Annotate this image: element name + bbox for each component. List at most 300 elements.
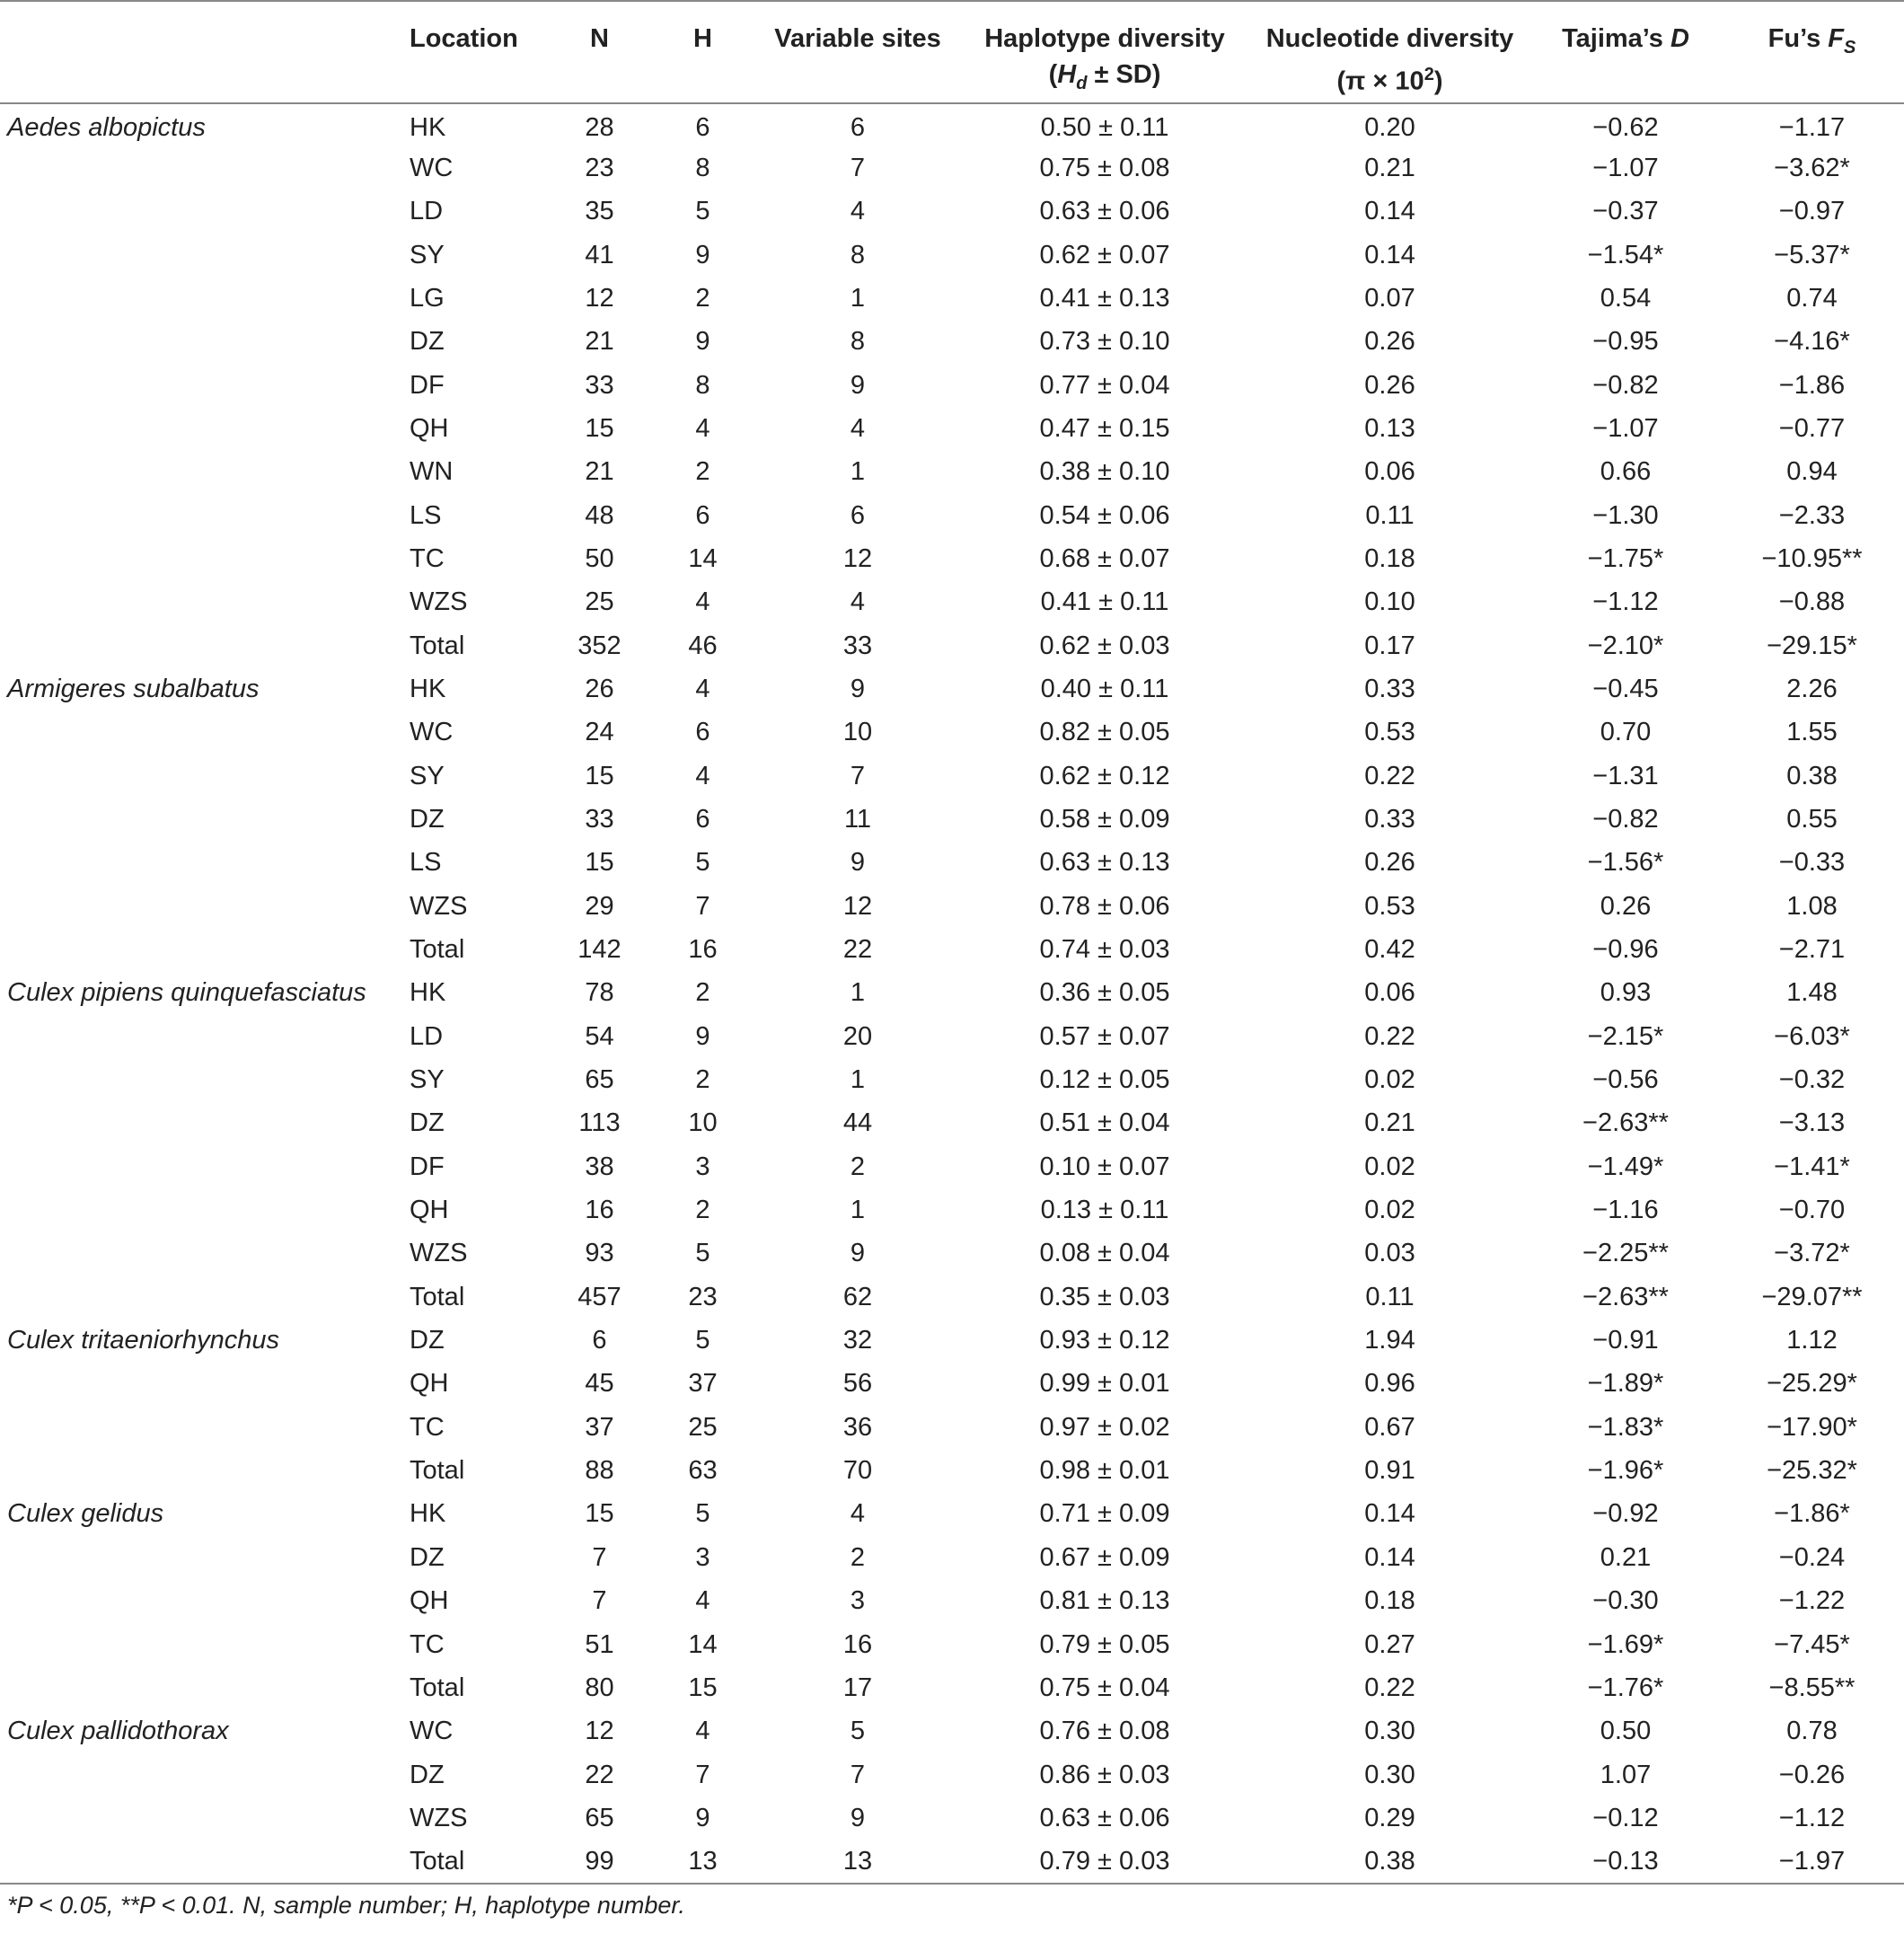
cell-species [0,277,395,320]
cell-location: DZ [410,1542,445,1572]
table-row [0,103,1904,146]
cell-n: 88 [585,1456,614,1486]
header-location: Location [395,1,548,103]
table-row [0,581,1904,624]
cell-tajimas-d: −1.49* [1587,1152,1664,1181]
cell-tajimas-d: −0.56 [1592,1065,1659,1095]
cell-n: 80 [585,1673,614,1702]
table-row [0,1449,1904,1492]
cell-species [0,321,395,364]
cell-variable-sites: 1 [850,1196,866,1225]
table-row [0,146,1904,190]
cell-variable-sites: 44 [842,1108,873,1138]
cell-variable-sites: 2 [850,1542,866,1572]
cell-species [0,624,395,667]
cell-variable-sites: 1 [850,978,866,1008]
cell-h: 4 [695,1717,710,1746]
cell-variable-sites: 4 [850,413,866,443]
cell-n: 142 [577,935,621,964]
header-hd-line1: Haplotype diversity [984,24,1225,53]
cell-nucleotide-diversity: 0.07 [1364,283,1415,313]
cell-haplotype-diversity: 0.08 ± 0.04 [1039,1239,1170,1268]
cell-nucleotide-diversity: 0.18 [1364,543,1415,573]
cell-species [0,1058,395,1101]
cell-tajimas-d: −1.16 [1592,1196,1659,1225]
cell-location: LS [410,500,442,530]
cell-species [0,1579,395,1622]
cell-tajimas-d: −2.63** [1582,1108,1669,1138]
cell-tajimas-d: 0.21 [1600,1542,1652,1572]
cell-fus-fs: −4.16* [1774,327,1850,357]
table-row [0,1406,1904,1449]
cell-n: 15 [585,761,614,790]
cell-tajimas-d: −0.92 [1592,1499,1659,1529]
cell-species [0,1276,395,1319]
cell-n: 25 [585,587,614,617]
cell-nucleotide-diversity: 0.91 [1364,1456,1415,1486]
cell-tajimas-d: −1.07 [1592,153,1659,182]
cell-haplotype-diversity: 0.98 ± 0.01 [1039,1456,1170,1486]
cell-haplotype-diversity: 0.10 ± 0.07 [1039,1152,1170,1181]
cell-n: 113 [578,1108,621,1138]
cell-species [0,842,395,885]
cell-h: 13 [651,1840,754,1884]
cell-n: 65 [585,1065,614,1095]
cell-h: 46 [688,631,718,660]
cell-n: 22 [585,1760,614,1789]
cell-fus-fs: −1.97 [1720,1840,1904,1884]
cell-tajimas-d: 0.54 [1600,283,1652,313]
cell-n: 352 [577,631,621,660]
table-row [0,755,1904,798]
cell-variable-sites: 3 [850,1586,866,1616]
table-row [0,1015,1904,1058]
cell-location: HK [410,112,446,142]
table-row [0,1145,1904,1188]
cell-species [0,1536,395,1579]
cell-n: 26 [585,674,614,703]
cell-species [0,1102,395,1145]
cell-fus-fs: −29.07** [1761,1282,1863,1311]
cell-species: Aedes albopictus [7,112,206,142]
header-fu-sub: S [1843,37,1856,57]
cell-nucleotide-diversity: 0.22 [1364,1673,1415,1702]
cell-h: 6 [695,718,710,747]
cell-nucleotide-diversity: 0.11 [1365,500,1415,530]
cell-tajimas-d: −0.45 [1592,674,1659,703]
cell-n: 28 [585,112,614,142]
cell-species: Armigeres subalbatus [7,674,260,703]
cell-h: 63 [688,1456,718,1486]
cell-haplotype-diversity: 0.73 ± 0.10 [1039,327,1170,357]
cell-nucleotide-diversity: 0.29 [1364,1803,1415,1832]
table-row [0,234,1904,277]
cell-fus-fs: −29.15* [1767,631,1857,660]
cell-location: DF [410,370,445,400]
cell-variable-sites: 20 [842,1021,873,1051]
cell-variable-sites: 4 [850,587,866,617]
header-hd-sub: d [1076,73,1088,93]
cell-species [0,581,395,624]
table-row [0,1579,1904,1622]
cell-fus-fs: −3.13 [1778,1108,1846,1138]
cell-h: 15 [688,1673,718,1702]
cell-n: 41 [585,240,614,269]
cell-tajimas-d: −0.37 [1592,197,1659,226]
cell-fus-fs: −0.26 [1778,1760,1846,1789]
cell-location: WC [410,153,454,182]
cell-nucleotide-diversity: 0.38 [1248,1840,1531,1884]
cell-n: 35 [585,197,614,226]
cell-variable-sites: 56 [842,1369,873,1399]
cell-variable-sites: 32 [842,1326,873,1355]
table-row [0,972,1904,1015]
cell-variable-sites: 11 [843,804,872,834]
cell-nucleotide-diversity: 0.53 [1364,891,1415,921]
cell-nucleotide-diversity: 0.17 [1364,631,1415,660]
cell-fus-fs: 2.26 [1786,674,1838,703]
cell-variable-sites: 17 [842,1673,873,1702]
cell-variable-sites: 4 [850,197,866,226]
table-row [0,277,1904,320]
cell-haplotype-diversity: 0.62 ± 0.07 [1039,240,1170,269]
cell-tajimas-d: −0.12 [1592,1803,1659,1832]
cell-fus-fs: 0.94 [1786,457,1838,487]
cell-n: 16 [585,1196,614,1225]
cell-nucleotide-diversity: 0.26 [1364,327,1415,357]
cell-h: 3 [695,1542,710,1572]
cell-haplotype-diversity: 0.62 ± 0.03 [1039,631,1170,660]
cell-n: 6 [592,1326,607,1355]
cell-h: 4 [695,674,710,703]
cell-species [0,1449,395,1492]
cell-n: 21 [585,327,614,357]
cell-variable-sites: 36 [842,1412,873,1442]
cell-tajimas-d: −1.56* [1587,848,1664,878]
cell-species [0,407,395,450]
table-row [0,1666,1904,1709]
table-row [0,798,1904,841]
cell-location: QH [410,1586,449,1616]
table-row [0,928,1904,971]
cell-h: 6 [695,804,710,834]
cell-haplotype-diversity: 0.77 ± 0.04 [1039,370,1170,400]
cell-fus-fs: −10.95** [1761,543,1863,573]
cell-n: 33 [585,804,614,834]
cell-nucleotide-diversity: 0.02 [1364,1065,1415,1095]
cell-h: 14 [688,543,718,573]
cell-haplotype-diversity: 0.63 ± 0.06 [1039,1803,1170,1832]
table-row [0,537,1904,580]
cell-variable-sites: 9 [850,370,866,400]
cell-n: 24 [585,718,614,747]
cell-location: TC [410,543,445,573]
cell-fus-fs: −6.03* [1774,1021,1850,1051]
header-n: N [548,1,651,103]
cell-haplotype-diversity: 0.67 ± 0.09 [1039,1542,1170,1572]
cell-location: WZS [410,1803,468,1832]
cell-location: Total [410,1282,465,1311]
cell-tajimas-d: −1.31 [1592,761,1659,790]
cell-nucleotide-diversity: 0.21 [1364,1108,1415,1138]
table-row [0,451,1904,494]
cell-fus-fs: 0.78 [1786,1717,1838,1746]
cell-species: Culex gelidus [7,1499,164,1529]
cell-fus-fs: −3.62* [1774,153,1850,182]
cell-fus-fs: −0.97 [1778,197,1846,226]
cell-haplotype-diversity: 0.97 ± 0.02 [1039,1412,1170,1442]
cell-species [0,885,395,928]
cell-n: 78 [585,978,614,1008]
cell-species [0,1666,395,1709]
cell-nucleotide-diversity: 0.02 [1364,1196,1415,1225]
cell-species [0,798,395,841]
table-row [0,1796,1904,1840]
cell-tajimas-d: −0.30 [1592,1586,1659,1616]
cell-fus-fs: −0.33 [1778,848,1846,878]
cell-location: QH [410,413,449,443]
cell-h: 5 [695,1239,710,1268]
cell-n: 457 [577,1282,621,1311]
cell-haplotype-diversity: 0.50 ± 0.11 [1040,112,1169,142]
cell-haplotype-diversity: 0.12 ± 0.05 [1039,1065,1170,1095]
cell-variable-sites: 62 [842,1282,873,1311]
cell-species [0,494,395,537]
cell-fus-fs: −1.12 [1778,1803,1846,1832]
cell-variable-sites: 33 [842,631,873,660]
cell-location: LS [410,848,442,878]
cell-tajimas-d: −0.96 [1592,935,1659,964]
cell-haplotype-diversity: 0.79 ± 0.05 [1039,1629,1170,1659]
cell-fus-fs: −0.88 [1778,587,1846,617]
cell-h: 6 [695,112,710,142]
cell-tajimas-d: −2.15* [1587,1021,1664,1051]
table-row [0,1840,1904,1884]
table-row [0,407,1904,450]
header-hd-rest: ± SD) [1087,60,1161,89]
cell-variable-sites: 1 [850,457,866,487]
cell-location: DZ [410,1760,445,1789]
cell-fus-fs: −3.72* [1774,1239,1850,1268]
cell-haplotype-diversity: 0.76 ± 0.08 [1039,1717,1170,1746]
cell-location: DF [410,1152,445,1181]
cell-nucleotide-diversity: 0.11 [1365,1282,1415,1311]
cell-haplotype-diversity: 0.58 ± 0.09 [1039,804,1170,834]
cell-haplotype-diversity: 0.41 ± 0.13 [1039,283,1170,313]
cell-tajimas-d: 0.50 [1600,1717,1652,1746]
cell-haplotype-diversity: 0.41 ± 0.11 [1040,587,1169,617]
cell-location: SY [410,761,445,790]
cell-variable-sites: 16 [842,1629,873,1659]
cell-location: WZS [410,891,468,921]
cell-fus-fs: 0.74 [1786,283,1838,313]
cell-haplotype-diversity: 0.75 ± 0.04 [1039,1673,1170,1702]
cell-tajimas-d: −1.54* [1587,240,1664,269]
cell-fus-fs: 0.55 [1786,804,1838,834]
cell-h: 5 [695,1326,710,1355]
cell-n: 37 [585,1412,614,1442]
cell-variable-sites: 8 [850,240,866,269]
cell-location: TC [410,1629,445,1659]
table-row [0,624,1904,667]
cell-haplotype-diversity: 0.93 ± 0.12 [1039,1326,1170,1355]
cell-species [0,537,395,580]
table-row [0,1623,1904,1666]
cell-haplotype-diversity: 0.47 ± 0.15 [1039,413,1170,443]
cell-fus-fs: −1.22 [1778,1586,1846,1616]
cell-nucleotide-diversity: 0.30 [1364,1717,1415,1746]
cell-variable-sites: 9 [850,674,866,703]
cell-n: 15 [585,413,614,443]
cell-nucleotide-diversity: 0.20 [1364,112,1415,142]
cell-fus-fs: −17.90* [1767,1412,1857,1442]
cell-nucleotide-diversity: 0.27 [1364,1629,1415,1659]
table-row [0,1536,1904,1579]
cell-h: 4 [695,1586,710,1616]
cell-species [0,1796,395,1840]
cell-fus-fs: −2.71 [1778,935,1846,964]
cell-n: 65 [585,1803,614,1832]
cell-location: SY [410,240,445,269]
cell-haplotype-diversity: 0.51 ± 0.04 [1039,1108,1170,1138]
header-fu-prefix: Fu’s [1767,24,1829,53]
cell-nucleotide-diversity: 0.14 [1364,1542,1415,1572]
cell-variable-sites: 7 [850,761,866,790]
cell-variable-sites: 13 [754,1840,961,1884]
cell-tajimas-d: −1.07 [1592,413,1659,443]
cell-n: 48 [585,500,614,530]
cell-species [0,234,395,277]
table-row [0,711,1904,755]
cell-location: QH [410,1196,449,1225]
cell-fus-fs: −0.70 [1778,1196,1846,1225]
cell-h: 14 [688,1629,718,1659]
cell-haplotype-diversity: 0.36 ± 0.05 [1039,978,1170,1008]
cell-variable-sites: 12 [842,543,873,573]
header-tajimas-d [1531,1,1720,103]
table-row [0,1363,1904,1406]
cell-location: WZS [410,587,468,617]
cell-haplotype-diversity: 0.81 ± 0.13 [1039,1586,1170,1616]
cell-species [0,1015,395,1058]
cell-haplotype-diversity: 0.78 ± 0.06 [1039,891,1170,921]
cell-haplotype-diversity: 0.35 ± 0.03 [1039,1282,1170,1311]
cell-nucleotide-diversity: 0.18 [1364,1586,1415,1616]
cell-n: 99 [548,1840,651,1884]
cell-n: 12 [585,1717,614,1746]
cell-species [0,928,395,971]
cell-tajimas-d: −1.89* [1587,1369,1664,1399]
cell-n: 7 [592,1586,607,1616]
cell-variable-sites: 1 [850,1065,866,1095]
cell-h: 4 [695,413,710,443]
cell-location: Total [410,1673,465,1702]
cell-nucleotide-diversity: 0.33 [1364,674,1415,703]
cell-tajimas-d: 0.66 [1600,457,1652,487]
cell-location: LG [410,283,445,313]
cell-n: 21 [585,457,614,487]
cell-location: WC [410,718,454,747]
header-pi-line1: Nucleotide diversity [1265,24,1514,53]
cell-fus-fs: −7.45* [1774,1629,1850,1659]
cell-species [0,146,395,190]
cell-fus-fs: −25.32* [1767,1456,1857,1486]
cell-h: 23 [688,1282,718,1311]
cell-tajimas-d: −2.63** [1582,1282,1669,1311]
cell-tajimas-d: −1.12 [1592,587,1659,617]
cell-haplotype-diversity: 0.54 ± 0.06 [1039,500,1170,530]
cell-nucleotide-diversity: 1.94 [1364,1326,1415,1355]
table-row [0,1493,1904,1536]
cell-location: SY [410,1065,445,1095]
cell-location: Total [395,1840,548,1884]
cell-fus-fs: −1.17 [1778,112,1846,142]
cell-haplotype-diversity: 0.86 ± 0.03 [1039,1760,1170,1789]
cell-haplotype-diversity: 0.99 ± 0.01 [1039,1369,1170,1399]
header-tajima-prefix: Tajima’s [1562,24,1670,53]
cell-variable-sites: 22 [842,935,873,964]
cell-haplotype-diversity: 0.63 ± 0.06 [1039,197,1170,226]
cell-location: LD [410,1021,444,1051]
cell-h: 9 [695,1021,710,1051]
cell-variable-sites: 6 [850,112,866,142]
cell-h: 9 [695,240,710,269]
cell-species: Culex pallidothorax [7,1717,229,1746]
cell-variable-sites: 1 [850,283,866,313]
cell-nucleotide-diversity: 0.14 [1364,197,1415,226]
cell-tajimas-d: 0.93 [1600,978,1652,1008]
cell-fus-fs: −5.37* [1774,240,1850,269]
header-nucleotide-diversity [1248,1,1531,103]
cell-n: 38 [585,1152,614,1181]
cell-nucleotide-diversity: 0.02 [1364,1152,1415,1181]
header-fus-fs [1720,1,1904,103]
cell-n: 33 [585,370,614,400]
cell-haplotype-diversity: 0.79 ± 0.03 [961,1840,1248,1884]
cell-species [0,755,395,798]
cell-haplotype-diversity: 0.40 ± 0.11 [1040,674,1169,703]
cell-location: DZ [410,327,445,357]
cell-species [0,1840,395,1884]
cell-h: 5 [695,848,710,878]
cell-h: 3 [695,1152,710,1181]
cell-haplotype-diversity: 0.63 ± 0.13 [1039,848,1170,878]
cell-h: 2 [695,457,710,487]
cell-h: 9 [695,327,710,357]
cell-location: TC [410,1412,445,1442]
cell-n: 15 [585,1499,614,1529]
cell-tajimas-d: 1.07 [1600,1760,1652,1789]
table-row [0,842,1904,885]
cell-h: 4 [695,587,710,617]
cell-nucleotide-diversity: 0.10 [1364,587,1415,617]
cell-species [0,190,395,233]
cell-n: 93 [585,1239,614,1268]
header-fu-f: F [1828,24,1844,53]
cell-species [0,1623,395,1666]
table-row [0,1710,1904,1753]
cell-tajimas-d: −1.75* [1587,543,1664,573]
cell-location: Total [410,935,465,964]
cell-nucleotide-diversity: 0.03 [1364,1239,1415,1268]
cell-h: 2 [695,1196,710,1225]
cell-variable-sites: 6 [850,500,866,530]
cell-h: 8 [695,153,710,182]
header-species [0,1,395,103]
cell-h: 10 [688,1108,718,1138]
cell-haplotype-diversity: 0.68 ± 0.07 [1039,543,1170,573]
cell-nucleotide-diversity: 0.06 [1364,457,1415,487]
